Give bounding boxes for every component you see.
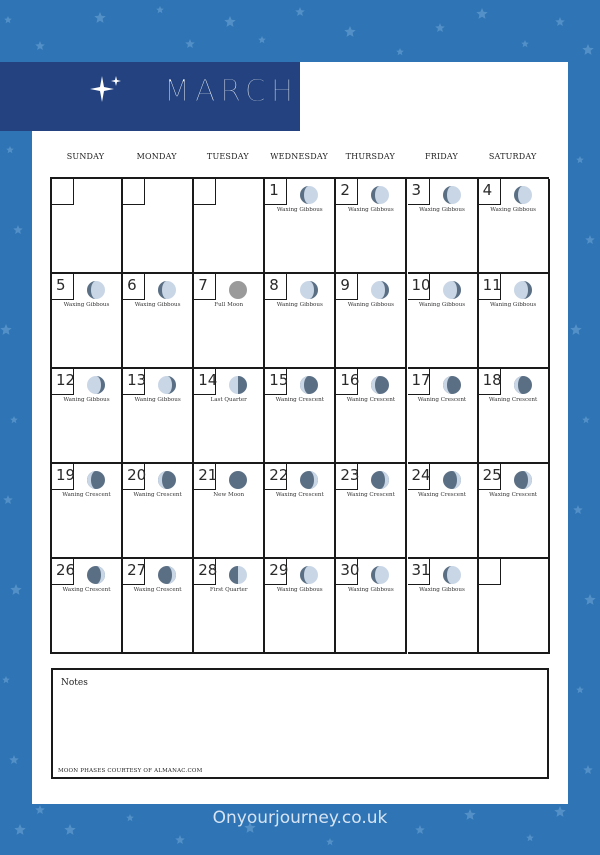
star-icon bbox=[6, 146, 14, 153]
day-number-box bbox=[52, 464, 74, 490]
moon-phase-label: Waning Crescent bbox=[62, 492, 111, 498]
day-cell[interactable] bbox=[408, 179, 479, 274]
moon-phase-icon bbox=[86, 280, 106, 304]
star-icon bbox=[584, 594, 595, 605]
star-icon bbox=[224, 16, 235, 27]
day-number: 9 bbox=[340, 276, 350, 294]
day-number: 27 bbox=[127, 561, 147, 579]
day-number: 10 bbox=[411, 276, 431, 294]
day-number-box bbox=[123, 464, 145, 490]
day-number: 20 bbox=[127, 466, 147, 484]
moon-phase-label: Waning Crescent bbox=[133, 492, 182, 498]
website-footer[interactable]: Onyourjourney.co.uk bbox=[212, 808, 388, 828]
day-cell[interactable] bbox=[265, 369, 336, 464]
moon-phase-icon bbox=[228, 375, 248, 399]
moon-phase-label: Waxing Gibbous bbox=[348, 207, 394, 213]
moon-phase-icon bbox=[86, 565, 106, 589]
moon-phase-icon bbox=[157, 565, 177, 589]
day-cell[interactable] bbox=[336, 179, 407, 274]
day-number-box bbox=[123, 559, 145, 585]
day-number-box bbox=[479, 559, 501, 585]
day-number: 23 bbox=[340, 466, 360, 484]
day-cell[interactable] bbox=[52, 369, 123, 464]
moon-phase-icon bbox=[299, 565, 319, 589]
star-icon bbox=[4, 16, 12, 23]
moon-phase-icon bbox=[299, 470, 319, 494]
day-number: 25 bbox=[482, 466, 502, 484]
day-cell[interactable] bbox=[265, 179, 336, 274]
moon-phase-label: First Quarter bbox=[209, 587, 248, 593]
moon-phase-icon bbox=[442, 280, 462, 304]
day-number-box bbox=[265, 179, 287, 205]
star-icon bbox=[9, 755, 19, 764]
moon-phase-icon bbox=[299, 375, 319, 399]
day-number: 16 bbox=[340, 371, 360, 389]
moon-phase-icon bbox=[513, 375, 533, 399]
star-icon bbox=[521, 40, 529, 47]
day-number: 8 bbox=[269, 276, 279, 294]
star-icon bbox=[175, 835, 185, 844]
moon-phase-label: Waning Gibbous bbox=[63, 397, 110, 403]
day-cell[interactable] bbox=[336, 274, 407, 369]
day-number-box bbox=[194, 369, 216, 395]
day-cell[interactable] bbox=[194, 559, 265, 654]
day-number-box bbox=[336, 274, 358, 300]
moon-phase-label: Waxing Crescent bbox=[418, 492, 466, 498]
day-number-box bbox=[479, 464, 501, 490]
day-number: 18 bbox=[482, 371, 502, 389]
moon-phase-label: Full Moon bbox=[214, 302, 244, 308]
month-title: MARCH bbox=[164, 74, 299, 109]
star-icon bbox=[344, 26, 355, 37]
day-cell[interactable] bbox=[479, 274, 550, 369]
weekday-label: FRIDAY bbox=[424, 152, 459, 161]
star-icon bbox=[573, 505, 583, 514]
day-cell[interactable] bbox=[265, 464, 336, 559]
moon-phase-credit: MOON PHASES COURTESY OF ALMANAC.COM bbox=[58, 768, 203, 774]
day-number-box bbox=[52, 369, 74, 395]
day-number-box bbox=[194, 274, 216, 300]
moon-phase-label: Waxing Crescent bbox=[346, 492, 395, 498]
weekday-label: SATURDAY bbox=[488, 152, 537, 161]
moon-phase-label: Waxing Gibbous bbox=[276, 207, 323, 213]
weekday-label: THURSDAY bbox=[345, 152, 395, 161]
star-icon bbox=[570, 324, 581, 335]
moon-phase-label: Waxing Crescent bbox=[133, 587, 182, 593]
day-number-box bbox=[265, 559, 287, 585]
day-cell[interactable] bbox=[408, 274, 479, 369]
day-number-box bbox=[123, 274, 145, 300]
day-number: 30 bbox=[340, 561, 360, 579]
day-cell[interactable] bbox=[194, 274, 265, 369]
moon-phase-label: Waxing Crescent bbox=[489, 492, 538, 498]
day-number-box bbox=[336, 369, 358, 395]
day-number: 15 bbox=[269, 371, 289, 389]
day-cell[interactable] bbox=[194, 464, 265, 559]
day-cell[interactable] bbox=[479, 369, 550, 464]
moon-phase-label: Waning Crescent bbox=[275, 397, 324, 403]
moon-phase-label: Waning Crescent bbox=[417, 397, 467, 403]
day-cell[interactable] bbox=[336, 464, 407, 559]
sparkle-icon bbox=[86, 72, 126, 112]
star-icon bbox=[435, 23, 445, 32]
star-icon bbox=[156, 6, 164, 13]
star-icon bbox=[583, 765, 593, 774]
day-number: 24 bbox=[411, 466, 431, 484]
day-number-box bbox=[479, 274, 501, 300]
moon-phase-label: Waxing Gibbous bbox=[348, 587, 394, 593]
day-number-box bbox=[479, 369, 501, 395]
moon-phase-icon bbox=[157, 280, 177, 304]
star-icon bbox=[555, 17, 565, 26]
moon-phase-icon bbox=[370, 185, 390, 209]
day-number: 3 bbox=[411, 181, 422, 199]
day-number: 12 bbox=[56, 371, 76, 389]
moon-phase-label: Waning Gibbous bbox=[134, 397, 181, 403]
day-number-box bbox=[52, 559, 74, 585]
day-cell[interactable] bbox=[479, 464, 550, 559]
day-number-box bbox=[194, 559, 216, 585]
day-number: 2 bbox=[340, 181, 350, 199]
day-number-box bbox=[265, 369, 287, 395]
empty-day-cell[interactable] bbox=[194, 179, 265, 274]
moon-phase-icon bbox=[228, 470, 248, 494]
moon-phase-icon bbox=[370, 375, 390, 399]
star-icon bbox=[35, 41, 45, 50]
moon-phase-icon bbox=[299, 185, 319, 209]
moon-phase-icon bbox=[442, 470, 462, 494]
moon-phase-label: Waning Crescent bbox=[488, 397, 538, 403]
moon-phase-icon bbox=[370, 470, 390, 494]
day-number-box bbox=[123, 179, 145, 205]
day-number: 7 bbox=[198, 276, 208, 294]
day-cell[interactable] bbox=[336, 369, 407, 464]
day-cell[interactable] bbox=[194, 369, 265, 464]
moon-phase-icon bbox=[513, 185, 533, 209]
star-icon bbox=[326, 838, 334, 845]
moon-phase-icon bbox=[228, 565, 248, 589]
day-number-box bbox=[408, 369, 430, 395]
moon-phase-label: Waxing Gibbous bbox=[490, 207, 536, 213]
notes-box[interactable] bbox=[51, 668, 549, 779]
day-cell[interactable] bbox=[52, 559, 123, 654]
star-icon bbox=[185, 39, 195, 48]
day-cell[interactable] bbox=[123, 559, 194, 654]
day-number-box bbox=[336, 464, 358, 490]
moon-phase-label: Waxing Crescent bbox=[275, 492, 324, 498]
moon-phase-label: New Moon bbox=[213, 492, 245, 498]
moon-phase-icon bbox=[513, 470, 533, 494]
moon-phase-icon bbox=[228, 280, 248, 304]
star-icon bbox=[576, 156, 584, 163]
weekday-label: SUNDAY bbox=[66, 152, 105, 161]
day-number-box bbox=[336, 179, 358, 205]
star-icon bbox=[526, 834, 534, 841]
moon-phase-label: Waning Gibbous bbox=[276, 302, 323, 308]
day-number: 31 bbox=[411, 561, 431, 579]
day-number-box bbox=[265, 464, 287, 490]
moon-phase-label: Waning Crescent bbox=[346, 397, 396, 403]
day-number: 26 bbox=[56, 561, 76, 579]
day-number: 13 bbox=[127, 371, 147, 389]
day-cell[interactable] bbox=[408, 559, 479, 654]
day-cell[interactable] bbox=[123, 369, 194, 464]
day-cell[interactable] bbox=[265, 559, 336, 654]
day-cell[interactable] bbox=[265, 274, 336, 369]
moon-phase-icon bbox=[86, 470, 106, 494]
day-number-box bbox=[479, 179, 501, 205]
day-number-box bbox=[336, 559, 358, 585]
star-icon bbox=[94, 12, 105, 23]
day-cell[interactable] bbox=[336, 559, 407, 654]
day-number: 19 bbox=[56, 466, 76, 484]
empty-day-cell[interactable] bbox=[479, 559, 550, 654]
star-icon bbox=[295, 7, 305, 16]
empty-day-cell[interactable] bbox=[123, 179, 194, 274]
moon-phase-label: Waxing Gibbous bbox=[419, 207, 465, 213]
weekday-label: MONDAY bbox=[136, 152, 177, 161]
moon-phase-icon bbox=[370, 565, 390, 589]
moon-phase-label: Waxing Gibbous bbox=[419, 587, 465, 593]
day-number-box bbox=[123, 369, 145, 395]
day-number: 1 bbox=[269, 181, 279, 199]
moon-phase-icon bbox=[442, 565, 462, 589]
moon-phase-label: Waxing Gibbous bbox=[134, 302, 181, 308]
day-cell[interactable] bbox=[52, 464, 123, 559]
day-number: 21 bbox=[198, 466, 218, 484]
moon-phase-icon bbox=[157, 470, 177, 494]
moon-phase-label: Last Quarter bbox=[210, 397, 247, 403]
day-number: 11 bbox=[482, 276, 502, 294]
star-icon bbox=[576, 686, 584, 693]
moon-phase-icon bbox=[86, 375, 106, 399]
day-number: 22 bbox=[269, 466, 289, 484]
star-icon bbox=[476, 8, 487, 19]
day-number: 28 bbox=[198, 561, 218, 579]
star-icon bbox=[585, 235, 595, 244]
day-number-box bbox=[408, 179, 430, 205]
day-number: 14 bbox=[198, 371, 218, 389]
moon-phase-icon bbox=[299, 280, 319, 304]
day-number: 5 bbox=[56, 276, 66, 294]
empty-day-cell[interactable] bbox=[52, 179, 123, 274]
moon-phase-icon bbox=[442, 375, 462, 399]
moon-phase-icon bbox=[157, 375, 177, 399]
day-number: 6 bbox=[127, 276, 137, 294]
moon-phase-icon bbox=[513, 280, 533, 304]
star-icon bbox=[10, 584, 21, 595]
day-number-box bbox=[408, 274, 430, 300]
calendar-grid bbox=[50, 177, 549, 654]
day-number-box bbox=[52, 274, 74, 300]
star-icon bbox=[582, 44, 593, 55]
star-icon bbox=[2, 676, 10, 683]
day-number-box bbox=[194, 464, 216, 490]
star-icon bbox=[13, 225, 23, 234]
moon-phase-label: Waxing Gibbous bbox=[276, 587, 323, 593]
day-number: 29 bbox=[269, 561, 289, 579]
star-icon bbox=[3, 495, 13, 504]
weekday-label: WEDNESDAY bbox=[270, 152, 328, 161]
star-icon bbox=[396, 48, 404, 55]
star-icon bbox=[258, 36, 266, 43]
moon-phase-icon bbox=[442, 185, 462, 209]
day-number-box bbox=[194, 179, 216, 205]
day-cell[interactable] bbox=[52, 274, 123, 369]
moon-phase-icon bbox=[370, 280, 390, 304]
day-cell[interactable] bbox=[123, 464, 194, 559]
day-number-box bbox=[265, 274, 287, 300]
star-icon bbox=[10, 416, 18, 423]
day-number: 4 bbox=[482, 181, 493, 199]
day-cell[interactable] bbox=[479, 179, 550, 274]
moon-phase-label: Waxing Crescent bbox=[62, 587, 111, 593]
moon-phase-label: Waning Gibbous bbox=[418, 302, 466, 308]
moon-phase-label: Waning Gibbous bbox=[489, 302, 537, 308]
day-number-box bbox=[408, 464, 430, 490]
day-cell[interactable] bbox=[408, 464, 479, 559]
star-icon bbox=[582, 416, 590, 423]
month-banner bbox=[0, 62, 300, 131]
notes-label: Notes bbox=[61, 678, 88, 688]
star-icon bbox=[0, 324, 11, 335]
day-cell[interactable] bbox=[123, 274, 194, 369]
day-cell[interactable] bbox=[408, 369, 479, 464]
day-number-box bbox=[52, 179, 74, 205]
weekday-label: TUESDAY bbox=[206, 152, 249, 161]
day-number-box bbox=[408, 559, 430, 585]
moon-phase-label: Waning Gibbous bbox=[347, 302, 394, 308]
moon-phase-label: Waxing Gibbous bbox=[63, 302, 110, 308]
day-number: 17 bbox=[411, 371, 431, 389]
